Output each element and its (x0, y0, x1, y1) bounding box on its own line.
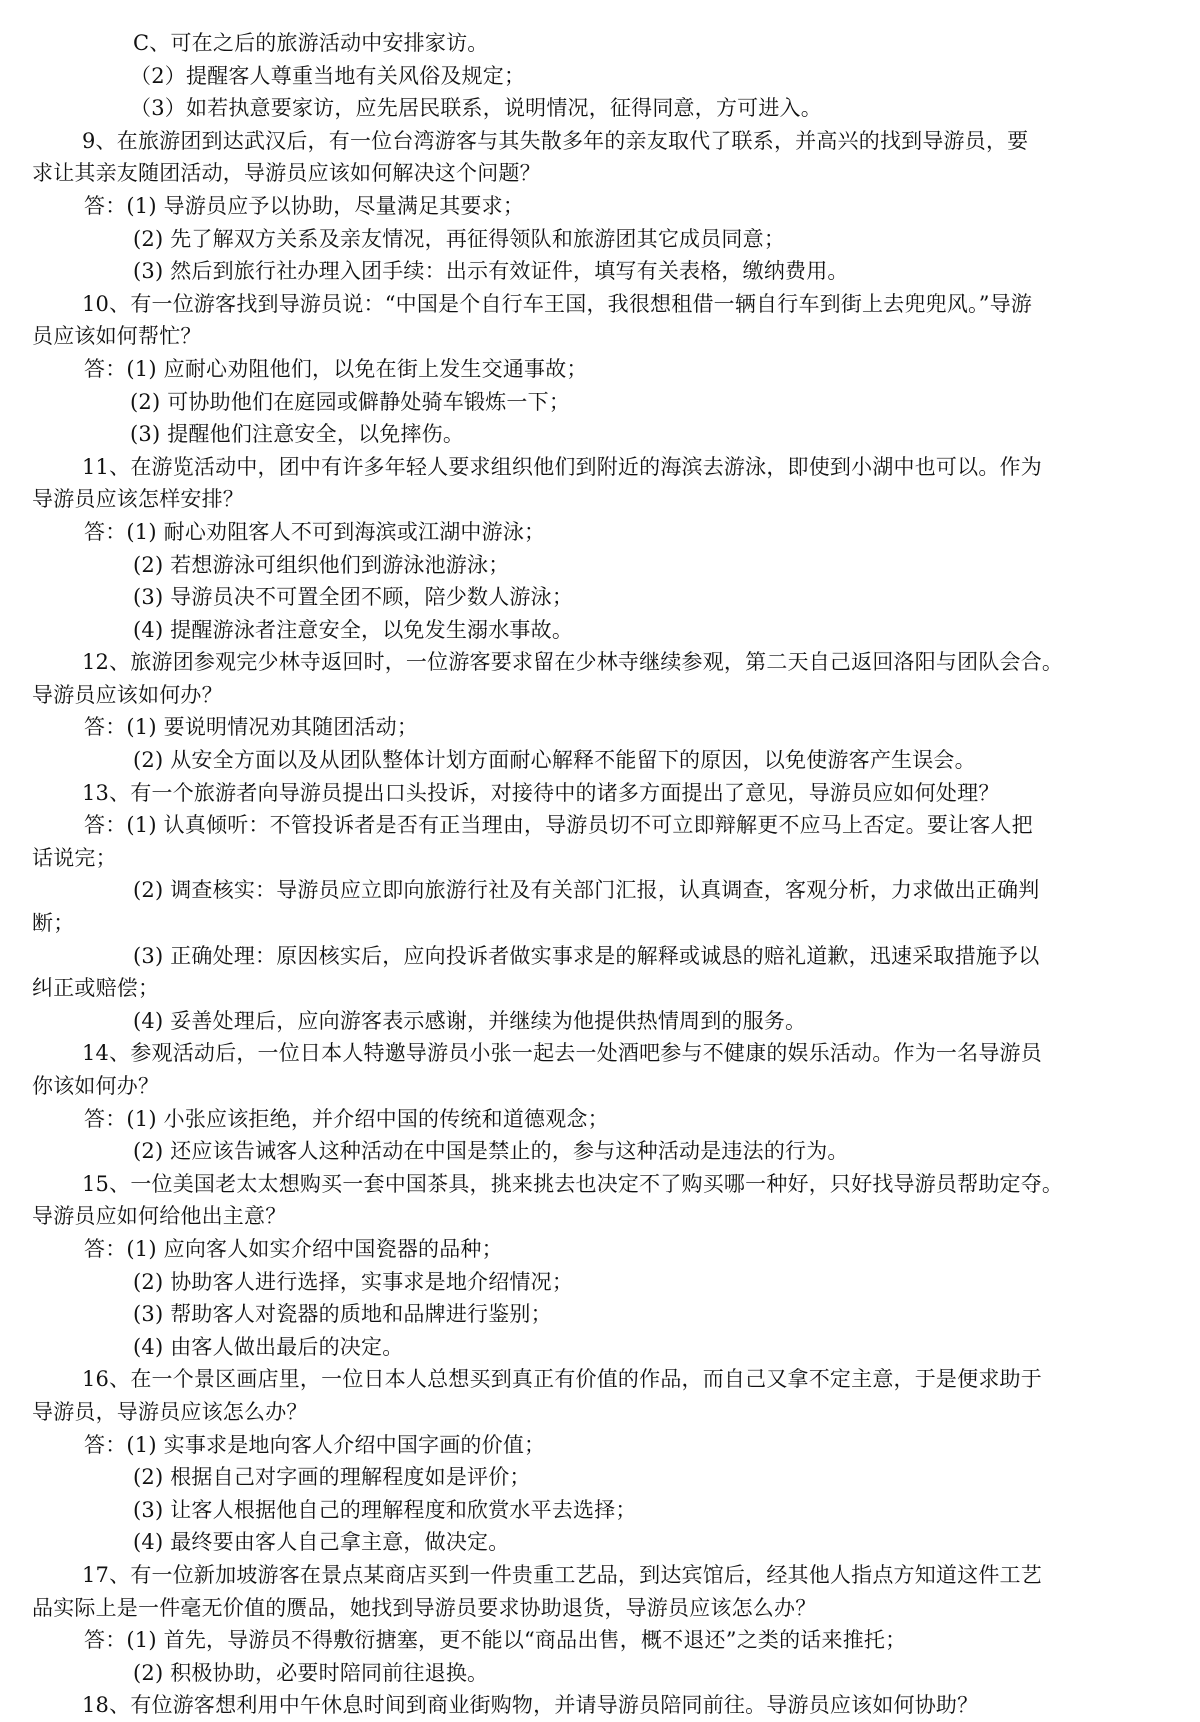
answer-line: 答：(1) 首先，导游员不得敷衍搪塞，更不能以“商品出售，概不退还”之类的话来推托； (84, 1628, 907, 1653)
answer-line: 答：(1) 小张应该拒绝，并介绍中国的传统和道德观念； (84, 1106, 609, 1131)
question-line: 9、在旅游团到达武汉后，有一位台湾游客与其失散多年的亲友取代了联系，并高兴的找到导游员，要 (82, 128, 1029, 153)
continuation-line: 导游员应如何给他出主意？ (32, 1204, 287, 1229)
continuation-line: 员应该如何帮忙？ (32, 324, 202, 349)
sub-item-line: (3) 导游员决不可置全团不顾，陪少数人游泳； (133, 585, 574, 610)
answer-line: 答：(1) 耐心劝阻客人不可到海滨或江湖中游泳； (84, 519, 546, 544)
answer-line: 答：(1) 要说明情况劝其随团活动； (84, 715, 419, 740)
sub-item-line: (2) 积极协助，必要时陪同前往退换。 (133, 1660, 489, 1685)
sub-item-line: C、可在之后的旅游活动中安排家访。 (133, 31, 489, 55)
continuation-line: 你该如何办？ (32, 1074, 160, 1098)
sub-item-line: (3) 提醒他们注意安全，以免摔伤。 (130, 422, 465, 447)
question-line: 10、有一位游客找到导游员说：“中国是个自行车王国，我很想租借一辆自行车到街上去兜兜风。”导游 (82, 291, 1033, 316)
sub-item-line: (3) 然后到旅行社办理入团手续：出示有效证件，填写有关表格，缴纳费用。 (133, 259, 849, 284)
sub-item-line: (2) 若想游泳可组织他们到游泳池游泳； (133, 552, 510, 577)
continuation-line: 求让其亲友随团活动，导游员应该如何解决这个问题？ (32, 161, 541, 186)
continuation-line: 话说完； (32, 845, 117, 870)
sub-item-line: (3) 帮助客人对瓷器的质地和品牌进行鉴别； (133, 1302, 552, 1327)
sub-item-line: (4) 妥善处理后，应向游客表示感谢，并继续为他提供热情周到的服务。 (133, 1008, 807, 1033)
sub-item-line: (2) 协助客人进行选择，实事求是地介绍情况； (133, 1269, 574, 1294)
sub-item-line: (3) 让客人根据他自己的理解程度和欣赏水平去选择； (133, 1497, 637, 1522)
continuation-line: 导游员，导游员应该怎么办？ (32, 1399, 308, 1424)
sub-item-line: (2) 还应该告诫客人这种活动在中国是禁止的，参与这种活动是违法的行为。 (133, 1139, 849, 1164)
question-line: 15、一位美国老太太想购买一套中国茶具，挑来挑去也决定不了购买哪一种好，只好找导游员帮助定夺。 (82, 1171, 1064, 1196)
question-line: 17、有一位新加坡游客在景点某商店买到一件贵重工艺品，到达宾馆后，经其他人指点方知道这件工艺 (82, 1562, 1042, 1587)
question-line: 14、参观活动后，一位日本人特邀导游员小张一起去一处酒吧参与不健康的娱乐活动。作为一名导游员 (82, 1041, 1042, 1066)
question-line: 18、有位游客想利用中午休息时间到商业街购物，并请导游员陪同前往。导游员应该如何协助？ (82, 1693, 979, 1718)
sub-item-line: (4) 提醒游泳者注意安全，以免发生溺水事故。 (133, 617, 574, 642)
sub-item-line: (2) 可协助他们在庭园或僻静处骑车锻炼一下； (130, 389, 571, 414)
sub-item-line: (2) 根据自己对字画的理解程度如是评价； (133, 1465, 531, 1490)
sub-item-line: (4) 最终要由客人自己拿主意，做决定。 (133, 1530, 510, 1555)
question-line: 11、在游览活动中，团中有许多年轻人要求组织他们到附近的海滨去游泳，即使到小湖中也可以。作为 (82, 454, 1042, 479)
question-line: 16、在一个景区画店里，一位日本人总想买到真正有价值的作品，而自己又拿不定主意，于是便求助于 (82, 1367, 1042, 1392)
continuation-line: 品实际上是一件毫无价值的赝品，她找到导游员要求协助退货，导游员应该怎么办？ (32, 1595, 817, 1620)
sub-item-line: (3) 正确处理：原因核实后，应向投诉者做实事求是的解释或诚恳的赔礼道歉，迅速采取措施予以 (133, 943, 1040, 968)
continuation-line: 导游员应该怎样安排？ (32, 487, 244, 512)
continuation-line: 纠正或赔偿； (32, 976, 160, 1001)
sub-item-line: （2）提醒客人尊重当地有关风俗及规定； (130, 63, 526, 88)
sub-item-line: (2) 先了解双方关系及亲友情况，再征得领队和旅游团其它成员同意； (133, 226, 786, 251)
answer-line: 答：(1) 认真倾听：不管投诉者是否有正当理由，导游员切不可立即辩解更不应马上否定。要让客人把 (84, 813, 1033, 838)
answer-line: 答：(1) 导游员应予以协助，尽量满足其要求； (84, 193, 525, 218)
question-line: 13、有一个旅游者向导游员提出口头投诉，对接待中的诸多方面提出了意见，导游员应如何处理？ (82, 780, 1000, 805)
answer-line: 答：(1) 应耐心劝阻他们，以免在街上发生交通事故； (84, 356, 588, 381)
answer-line: 答：(1) 实事求是地向客人介绍中国字画的价值； (84, 1432, 546, 1457)
continuation-line: 断； (32, 911, 75, 936)
sub-item-line: （3）如若执意要家访，应先居民联系，说明情况，征得同意，方可进入。 (130, 96, 822, 121)
answer-line: 答：(1) 应向客人如实介绍中国瓷器的品种； (84, 1236, 503, 1261)
sub-item-line: (2) 调查核实：导游员应立即向旅游行社及有关部门汇报，认真调查，客观分析，力求做出正确判 (133, 878, 1040, 903)
sub-item-line: (4) 由客人做出最后的决定。 (133, 1334, 404, 1359)
question-line: 12、旅游团参观完少林寺返回时，一位游客要求留在少林寺继续参观，第二天自己返回洛阳与团队会合。 (82, 650, 1064, 675)
continuation-line: 导游员应该如何办？ (32, 682, 223, 707)
sub-item-line: (2) 从安全方面以及从团队整体计划方面耐心解释不能留下的原因，以免使游客产生误会。 (133, 748, 976, 773)
